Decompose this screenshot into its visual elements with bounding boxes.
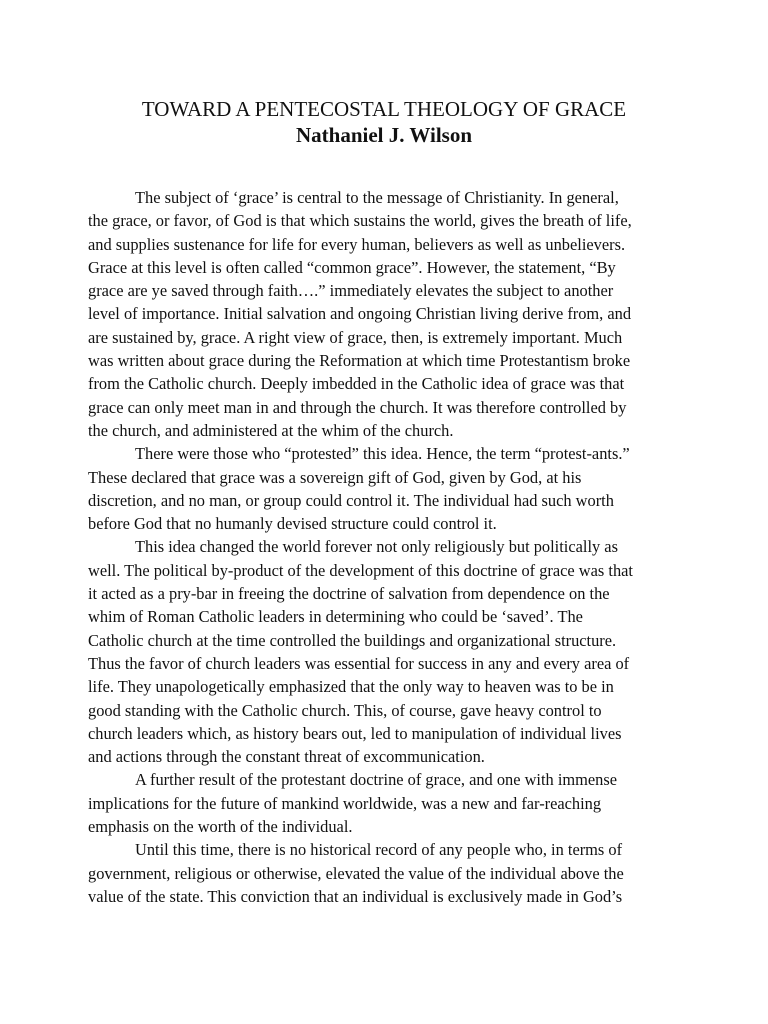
text-line: church leaders which, as history bears out, led to manipulation of individual lives (88, 723, 622, 743)
text-line: life. They unapologetically emphasized that the only way to heaven was to be in (88, 677, 614, 697)
text-line: was written about grace during the Reformation at which time Protestantism broke (88, 351, 631, 371)
text-line: A further result of the protestant doctrine of grace, and one with immense (135, 770, 618, 790)
text-line: emphasis on the worth of the individual. (88, 817, 353, 837)
text-line: implications for the future of mankind worldwide, was a new and far-reaching (88, 793, 602, 813)
text-line: grace can only meet man in and through the church. It was therefore controlled by (88, 397, 627, 417)
text-line: Catholic church at the time controlled the buildings and organizational structure. (88, 630, 617, 650)
text-line: whim of Roman Catholic leaders in determining who could be ‘saved’. The (88, 607, 583, 627)
text-line: are sustained by, grace. A right view of grace, then, is extremely important. Much (88, 327, 623, 347)
text-line: The subject of ‘grace’ is central to the message of Christianity. In general, (135, 188, 619, 207)
text-line: level of importance. Initial salvation and ongoing Christian living derive from, and (88, 304, 632, 324)
document-author: Nathaniel J. Wilson (295, 123, 473, 147)
text-line: Until this time, there is no historical record of any people who, in terms of (135, 840, 623, 860)
text-line: These declared that grace was a sovereign gift of God, given by God, at his (88, 467, 582, 487)
text-line: good standing with the Catholic church. This, of course, gave heavy control to (88, 700, 602, 720)
paragraph-3 (88, 535, 688, 768)
text-line: This idea changed the world forever not only religiously but politically as (135, 537, 618, 557)
text-line: Grace at this level is often called “common grace”. However, the statement, “By (88, 257, 616, 277)
text-line: government, religious or otherwise, elevated the value of the individual above the (88, 863, 624, 883)
text-line: Thus the favor of church leaders was essential for success in any and every area of (88, 653, 630, 673)
paragraph-4 (88, 768, 688, 838)
text-line: and actions through the constant threat of excommunication. (88, 747, 485, 767)
paragraph-5 (88, 838, 688, 908)
text-line: well. The political by-product of the development of this doctrine of grace was that (88, 560, 633, 580)
text-line: grace are ye saved through faith….” immediately elevates the subject to another (88, 281, 614, 301)
paragraph-1 (88, 186, 688, 442)
text-line: value of the state. This conviction that an individual is exclusively made in God’s (88, 886, 623, 906)
document-body (88, 186, 688, 908)
text-line: discretion, and no man, or group could control it. The individual had such worth (88, 490, 614, 510)
document-title: TOWARD A PENTECOSTAL THEOLOGY OF GRACE (141, 97, 627, 121)
text-line: before God that no humanly devised structure could control it. (88, 514, 497, 534)
text-line: it acted as a pry-bar in freeing the doctrine of salvation from dependence on the (88, 584, 610, 604)
text-line: the church, and administered at the whim of the church. (88, 420, 454, 440)
paragraph-2 (88, 442, 688, 535)
text-line: the grace, or favor, of God is that which sustains the world, gives the breath of life, (88, 211, 632, 231)
text-line: from the Catholic church. Deeply imbedded in the Catholic idea of grace was that (88, 374, 625, 394)
text-line: There were those who “protested” this idea. Hence, the term “protest-ants.” (135, 444, 630, 464)
text-line: and supplies sustenance for life for every human, believers as well as unbelievers. (88, 234, 626, 254)
